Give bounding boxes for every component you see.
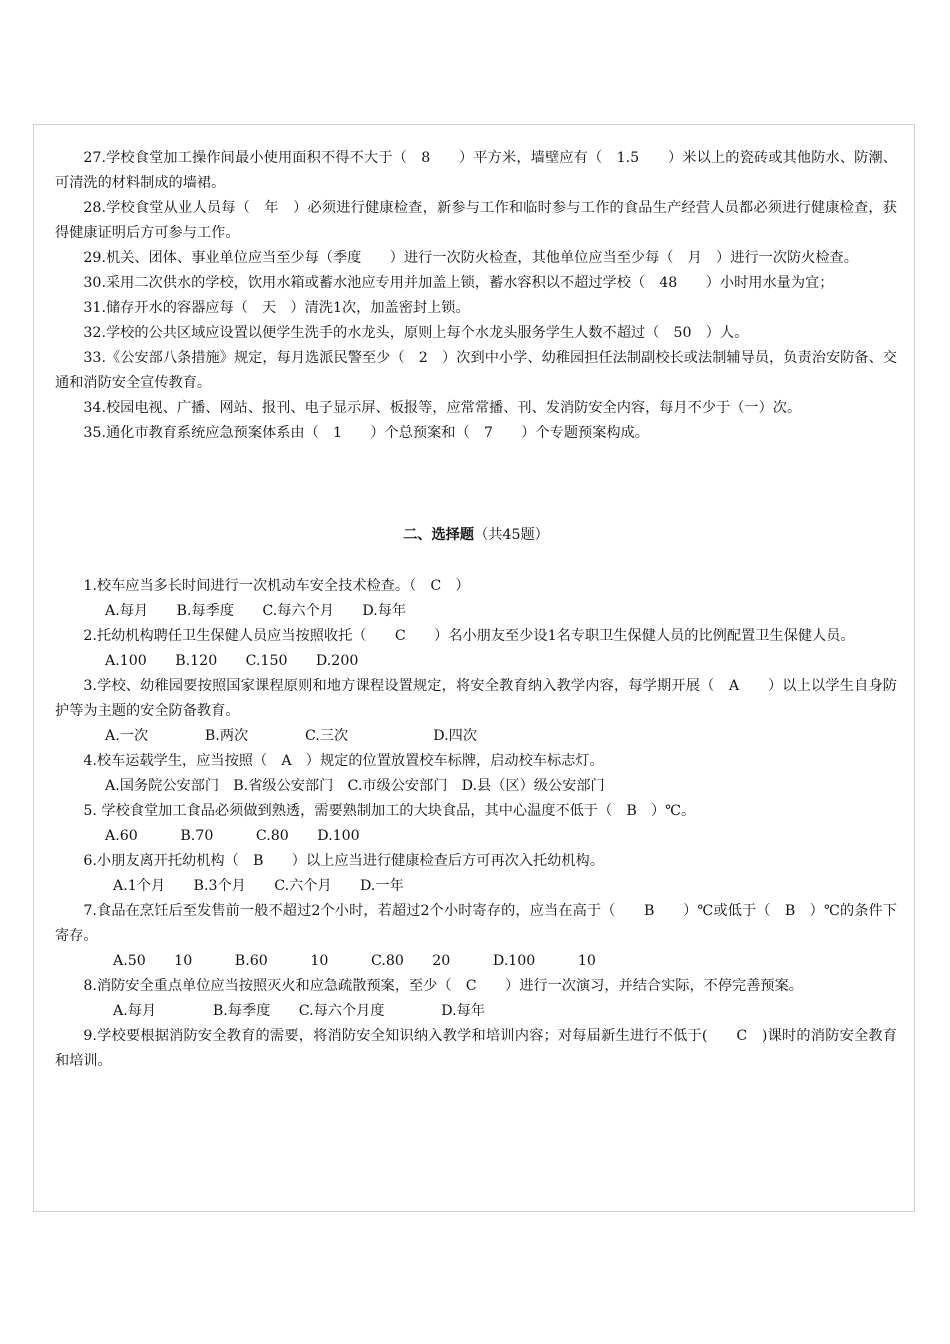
mc-options-7: A.50 10 B.60 10 C.80 20 D.100 10: [113, 953, 596, 969]
mc-question-9: 9.学校要根据消防安全教育的需要，将消防安全知识纳入教学和培训内容；对每届新生进行不低于( C )课时的消防安全教育和培训。: [55, 1028, 897, 1069]
mc-question-3: 3.学校、幼稚园要按照国家课程原则和地方课程设置规定，将安全教育纳入教学内容，每学期开展（ A ）以上以学生自身防护等为主题的安全防备教育。: [55, 678, 897, 719]
question-30: 30.采用二次供水的学校，饮用水箱或蓄水池应专用并加盖上锁，蓄水容积以不超过学校（ 48 ）小时用水量为宜；: [83, 275, 834, 291]
question-35: 35.通化市教育系统应急预案体系由（ 1 ）个总预案和（ 7 ）个专题预案构成。: [83, 425, 649, 441]
mc-options-8: A.每月 B.每季度 C.每六个月度 D.每年: [113, 1003, 486, 1019]
mc-question-5: 5. 学校食堂加工食品必须做到熟透，需要熟制加工的大块食品，其中心温度不低于（ B ）℃。: [83, 803, 696, 819]
mc-options-6: A.1个月 B.3个月 C.六个月 D.一年: [113, 878, 404, 894]
section-heading: [55, 523, 897, 548]
mc-question-7: 7.食品在烹饪后至发售前一般不超过2个小时，若超过2个小时寄存的，应当在高于（ B ）℃或低于（ B ）℃的条件下寄存。: [55, 903, 897, 944]
question-28: 28.学校食堂从业人员每（ 年 ）必须进行健康检查，新参与工作和临时参与工作的食品生产经营人员都必须进行健康检查，获得健康证明后方可参与工作。: [55, 200, 897, 241]
mc-question-4: 4.校车运载学生，应当按照（ A ）规定的位置放置校车标牌，启动校车标志灯。: [83, 753, 604, 769]
document-content: [55, 146, 897, 1074]
section-subtitle: （共45题）: [474, 527, 549, 543]
mc-options-4: A.国务院公安部门 B.省级公安部门 C.市级公安部门 D.县（区）级公安部门: [105, 778, 605, 794]
question-34: 34.校园电视、广播、网站、报刊、电子显示屏、板报等，应常常播、刊、发消防安全内容，每月不少于（一）次。: [83, 400, 802, 416]
question-27: 27.学校食堂加工操作间最小使用面积不得不大于（ 8 ）平方米，墙壁应有（ 1.5 ）米以上的瓷砖或其他防水、防潮、可清洗的材料制成的墙裙。: [55, 150, 898, 191]
mc-options-5: A.60 B.70 C.80 D.100: [105, 828, 360, 844]
question-33: 33.《公安部八条措施》规定，每月选派民警至少（ 2 ）次到中小学、幼稚园担任法制副校长或法制辅导员，负责治安防备、交通和消防安全宣传教育。: [55, 350, 897, 391]
mc-question-8: 8.消防安全重点单位应当按照灭火和应急疏散预案，至少（ C ）进行一次演习，并结合实际，不停完善预案。: [83, 978, 803, 994]
fill-in-blank-section: [55, 146, 897, 446]
mc-question-1: 1.校车应当多长时间进行一次机动车安全技术检查。（ C ）: [83, 578, 470, 594]
multiple-choice-section: [55, 574, 897, 1074]
question-29: 29.机关、团体、事业单位应当至少每（季度 ）进行一次防火检查，其他单位应当至少每（ 月 ）进行一次防火检查。: [83, 250, 858, 266]
mc-options-2: A.100 B.120 C.150 D.200: [105, 653, 359, 669]
question-31: 31.储存开水的容器应每（ 天 ）清洗1次，加盖密封上锁。: [83, 300, 470, 316]
mc-question-2: 2.托幼机构聘任卫生保健人员应当按照收托（ C ）名小朋友至少设1名专职卫生保健人员的比例配置卫生保健人员。: [83, 628, 855, 644]
mc-question-6: 6.小朋友离开托幼机构（ B ）以上应当进行健康检查后方可再次入托幼机构。: [83, 853, 604, 869]
question-32: 32.学校的公共区域应设置以便学生洗手的水龙头，原则上每个水龙头服务学生人数不超过（ 50 ）人。: [83, 325, 749, 341]
section-title: 二、选择题: [403, 527, 475, 543]
mc-options-3: A.一次 B.两次 C.三次 D.四次: [105, 728, 478, 744]
mc-options-1: A.每月 B.每季度 C.每六个月 D.每年: [105, 603, 407, 619]
